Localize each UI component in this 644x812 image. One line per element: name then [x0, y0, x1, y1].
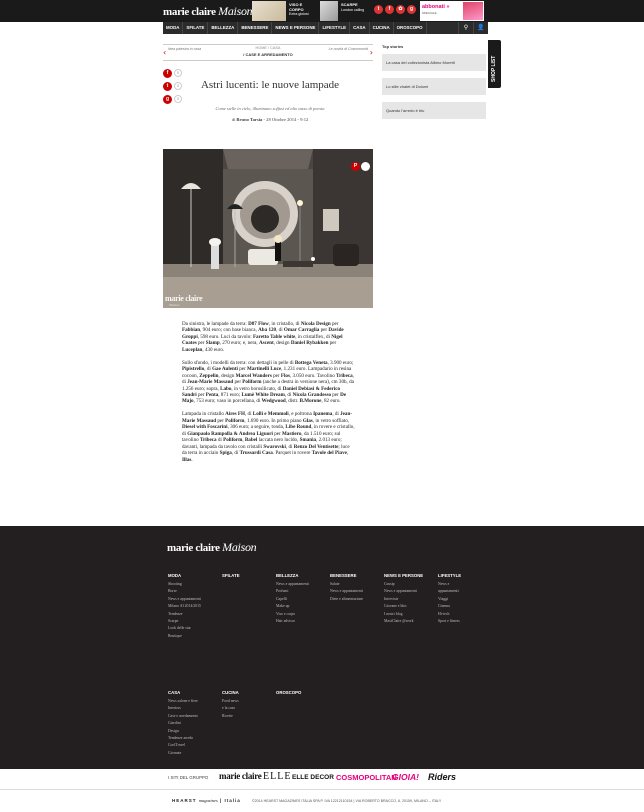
text-run: di	[216, 437, 224, 444]
bold-term: Martinelli Luce	[247, 366, 282, 373]
footer-link[interactable]: Hi-tech	[438, 611, 450, 616]
text-run: , 306 euro; a seguire, tonda,	[227, 424, 286, 431]
nav-news[interactable]: NEWS E PERSONE	[272, 22, 319, 34]
googleplus-share-icon[interactable]: g	[163, 95, 172, 104]
bold-term: Slamp	[205, 340, 220, 347]
text-run: , 82 euro.	[321, 398, 341, 405]
footer-heading[interactable]: MODA	[168, 573, 182, 578]
top-story-item[interactable]: Lo stile chalet di Dolomi	[382, 78, 486, 95]
search-icon[interactable]: ⚲	[458, 22, 473, 34]
footer-link[interactable]: Boutique	[168, 633, 182, 638]
footer-link[interactable]: Sport e fitness	[438, 619, 460, 624]
group-logo-elle[interactable]: ELLE	[263, 771, 292, 782]
footer-link[interactable]: Giornate	[168, 750, 182, 755]
bold-term: Tribeca	[336, 372, 353, 379]
bold-term: Tribeca	[199, 437, 217, 444]
text-run: , 1.231 euro. Lampadario in resina cocoon,	[182, 366, 352, 379]
bold-term: Libe Round	[285, 424, 312, 431]
nav-lifestyle[interactable]: LIFESTYLE	[319, 22, 350, 34]
nav-sfilate[interactable]: SFILATE	[183, 22, 208, 34]
footer-column	[222, 573, 240, 581]
top-story-item[interactable]: Quando l'arredo è blu	[382, 102, 486, 119]
text-run: per	[272, 430, 282, 437]
magazine-cover	[463, 2, 483, 20]
bold-term: Luceplan	[182, 346, 203, 353]
text-run: .	[191, 456, 193, 463]
hero-image	[163, 149, 373, 308]
newsletter-link[interactable]: NEWSLETTER	[420, 14, 445, 18]
bold-term: B.Morone	[299, 398, 322, 405]
text-run: , 904 euro; con base bianca,	[200, 327, 259, 334]
bold-term: Swarovski	[263, 443, 286, 450]
text-run: , in cristallo, di	[268, 321, 301, 327]
article-paragraph	[182, 360, 355, 405]
twitter-icon[interactable]: t	[374, 5, 383, 14]
article-paragraph	[182, 411, 355, 463]
prev-article-link[interactable]: Idea palestra in casa	[168, 47, 202, 51]
bold-term: De Majo	[182, 392, 347, 405]
footer-link[interactable]: Giardini	[168, 721, 181, 726]
text-run: , 270 euro; e, nera,	[219, 340, 259, 347]
byline: di Bruno Tarsia - 28 Ottobre 2014 - 9:12	[231, 117, 309, 122]
text-run: , in rovere e cristallo, di	[182, 424, 355, 437]
text-run: per	[196, 392, 206, 399]
footer-heading[interactable]: OROSCOPO	[276, 690, 302, 695]
text-run: per	[216, 417, 226, 424]
bold-term: Faretto Table white	[252, 333, 296, 340]
footer-link[interactable]: Interviste	[384, 596, 399, 601]
text-run: , in cristalflex, di	[295, 333, 332, 340]
share-count: 0	[174, 69, 182, 77]
group-logo-cosmopolitan[interactable]: COSMOPOLITAN	[336, 773, 397, 782]
top-story-item[interactable]: La casa del collezionista Albino Moretti	[382, 54, 486, 71]
bold-term: Tavole del Piave	[311, 450, 347, 457]
nav-cucina[interactable]: CUCINA	[370, 22, 394, 34]
footer-column	[438, 573, 461, 625]
pinterest-icon[interactable]: P	[351, 162, 360, 171]
footer-link[interactable]: Make up	[276, 604, 290, 609]
footer-link[interactable]: Diete e alimentazione	[330, 596, 364, 601]
footer-link[interactable]: News e	[438, 582, 450, 586]
footer-link[interactable]: Tendenze arredo	[168, 736, 194, 741]
hearst-logo[interactable]: HEARST magazines | Italia	[172, 798, 241, 803]
text-run: , di	[285, 443, 294, 450]
footer-link[interactable]: Hair advisor	[276, 619, 295, 624]
text-run: , 598 euro. Luci da tavolo:	[197, 333, 253, 340]
footer-link[interactable]: Ricette	[222, 713, 233, 718]
breadcrumb[interactable]: HOME / CASA	[255, 46, 281, 50]
nav-casa[interactable]: CASA	[350, 22, 369, 34]
footer-link[interactable]: e la casa	[222, 706, 235, 711]
text-run: , di	[204, 366, 213, 373]
promo-text[interactable]: SCARPE London calling	[341, 2, 365, 12]
text-run: . Parquet in rovere	[272, 450, 312, 457]
article-title: Astri lucenti: le nuove lampade	[200, 79, 340, 91]
footer-column	[276, 690, 301, 698]
bold-term: Aba 120	[258, 327, 277, 334]
next-article-link[interactable]: Le novità di Cosmoworld	[328, 47, 368, 51]
footer-link[interactable]: News e appuntamenti	[276, 582, 309, 586]
nav-oroscopo[interactable]: OROSCOPO	[394, 22, 427, 34]
bold-term: Davide Groppi	[182, 327, 344, 340]
footer-link[interactable]: Milano AI 2014/2015	[168, 604, 201, 609]
bold-term: Babel	[244, 437, 258, 444]
footer-link[interactable]: News salone e fiere	[168, 699, 198, 703]
bold-term: Marcel Wanders	[235, 372, 272, 379]
text-run: , distr.	[285, 398, 300, 405]
footer-link[interactable]: CoolTravel	[168, 743, 186, 748]
bold-term: Penta	[205, 392, 219, 399]
text-run: per	[331, 392, 341, 399]
text-run: , in vetro soffiato,	[312, 417, 350, 424]
bold-term: Jean-Marie Massaud	[187, 379, 234, 386]
bold-term: Trussardi Casa	[239, 450, 273, 457]
text-run: , 3.900 euro;	[327, 359, 354, 366]
text-run: Lampada in cristallo	[182, 411, 226, 418]
text-run: , di	[276, 327, 284, 334]
top-stories-title: Top stories	[382, 44, 404, 49]
text-run: (anche a destra in versione nera), cm 30h, da 1.256 euro; sopra,	[182, 379, 354, 392]
footer-link[interactable]: I nostri blog	[384, 611, 403, 616]
text-run: , 871 euro;	[218, 392, 242, 399]
footer-link[interactable]: Case e arredamento	[168, 713, 198, 718]
text-run: ; luce da terra in acciaio	[182, 443, 350, 457]
bold-term: Bottega Veneta	[294, 359, 328, 366]
watermark-sub: Maison	[169, 303, 180, 307]
footer-link[interactable]: Design	[168, 728, 179, 733]
twitter-share-icon[interactable]: t	[163, 82, 172, 91]
footer-heading[interactable]: NEWS E PERSONE	[384, 573, 424, 578]
bold-term: Zeppelin	[199, 372, 219, 379]
main-nav	[163, 22, 488, 34]
bold-term: Poliform	[225, 417, 245, 424]
footer-link[interactable]: Capelli	[276, 596, 287, 601]
bold-term: Wedgwood	[261, 398, 286, 405]
group-sites-label: I SITI DEL GRUPPO	[168, 775, 209, 780]
footer-link[interactable]: Profumi	[276, 589, 289, 594]
pinterest-icon[interactable]: ✿	[396, 5, 405, 14]
footer-link[interactable]: Gossip	[384, 582, 395, 586]
site-logo[interactable]: marie claire Maison	[163, 4, 253, 18]
footer-heading[interactable]: LIFESTYLE	[438, 573, 462, 578]
share-count: 0	[174, 82, 182, 90]
bold-term: Mastiero	[281, 430, 302, 437]
bold-term: Nicola Design	[300, 321, 331, 327]
bold-term: Fabbian	[182, 327, 201, 334]
footer-link[interactable]: Borse	[168, 589, 177, 594]
group-logo-elledecor[interactable]: ELLE DECOR	[292, 774, 334, 781]
text-run: , e poltrona	[288, 411, 314, 418]
article-subtitle: Come stelle in cielo, illuminano soffusi ed alto tasso di poesia	[215, 106, 325, 111]
subscribe-title: abbonati »	[422, 4, 450, 10]
bold-term: Gianpaolo Rampolla & Andrea Liguori	[187, 430, 273, 437]
googleplus-icon[interactable]: g	[407, 5, 416, 14]
article-paragraph	[182, 321, 355, 353]
footer-link[interactable]: MaxiClaire @work	[384, 619, 414, 624]
group-logo-riders[interactable]: Riders	[428, 772, 457, 782]
bold-term: Daniel Rybakken	[290, 340, 329, 347]
bold-term: Nicola Grandesso	[292, 392, 331, 399]
footer-link[interactable]: appuntamenti	[438, 589, 459, 594]
prev-arrow-icon[interactable]: ‹	[163, 48, 167, 57]
text-run: , di	[332, 411, 341, 418]
text-run: per	[196, 340, 206, 347]
footer-link[interactable]: Viaggi	[438, 596, 449, 601]
bold-term: Flos	[280, 372, 290, 379]
footer-heading[interactable]: CASA	[168, 690, 181, 695]
bold-term: Illas	[182, 456, 192, 463]
footer-link[interactable]: Shooting	[168, 582, 182, 586]
footer-column	[276, 573, 309, 625]
bold-term: Glas	[302, 417, 313, 424]
text-run: per	[237, 366, 248, 373]
footer-link[interactable]: Interiors	[168, 706, 181, 711]
copyright: ©2014 HEARST MAGAZINES ITALIA SPA P. IVA 12212110154 | VIA ROBERTO BRACCO, 6, 20159, MILANO – ITALY	[252, 799, 442, 803]
footer-link[interactable]: Look delle star	[168, 626, 191, 631]
share-count: 0	[174, 95, 182, 103]
text-run: ,	[346, 450, 349, 457]
bold-term: Aires FH	[225, 411, 245, 418]
bold-term: Gae Aulenti	[212, 366, 238, 373]
bold-term: Ascent	[258, 340, 274, 347]
article-body	[182, 321, 355, 470]
bold-term: Spiga	[219, 450, 232, 457]
text-run: , di	[245, 411, 253, 418]
promo-thumbnail[interactable]	[252, 1, 286, 21]
zoom-icon[interactable]	[361, 162, 370, 171]
bold-term: Poliform	[242, 379, 262, 386]
bold-term: Pipistrello	[182, 366, 205, 373]
next-arrow-icon[interactable]: ›	[369, 48, 373, 57]
footer-link[interactable]: Tendenze	[168, 611, 183, 616]
footer-link[interactable]: Scarpe	[168, 619, 179, 624]
footer-column	[384, 573, 423, 625]
footer-link[interactable]: News e appuntamenti	[384, 589, 417, 594]
text-run: , 1.690 euro. In primo piano	[244, 417, 303, 424]
footer-link[interactable]: Viso e corpo	[276, 611, 296, 616]
text-run: Sullo sfondo, i modelli da terra: con dettagli in pelle di	[182, 359, 295, 366]
text-run: ,	[242, 437, 245, 444]
subscribe-banner[interactable]	[420, 1, 484, 21]
bold-term: Lolli e Memmoli	[252, 411, 289, 418]
nav-icons	[458, 22, 488, 34]
bold-term: Lumè White Dream	[241, 392, 285, 399]
group-logo-marieclaire[interactable]: marie claire	[219, 771, 262, 781]
footer-heading[interactable]: BENESSERE	[330, 573, 357, 578]
bold-term: Poliform	[223, 437, 243, 444]
footer-link[interactable]: Food news	[222, 699, 239, 703]
text-run: , di	[182, 372, 354, 386]
text-run: Da sinistra, le lampade da terra:	[182, 321, 249, 327]
bold-term: Smania	[299, 437, 317, 444]
footer-link[interactable]: Cinema	[438, 604, 450, 609]
nav-moda[interactable]: MODA	[163, 22, 183, 34]
footer-column	[222, 690, 239, 720]
text-run: , 430 euro.	[202, 346, 225, 353]
bold-term: Labo	[220, 385, 232, 392]
text-run: , di	[284, 392, 293, 399]
bold-term: Jean-Marie Massaud	[182, 411, 353, 424]
text-run: , di	[231, 450, 240, 457]
subscribe-subtitle: SPECIALE	[422, 11, 437, 15]
footer-link[interactable]: Salute	[330, 582, 340, 586]
text-run: , design	[218, 372, 236, 379]
watermark-logo: marie claire	[165, 294, 203, 303]
living-room-photo	[163, 149, 373, 308]
text-run: per	[319, 327, 329, 334]
footer-column	[168, 690, 198, 757]
text-run: , in vetro borosilicato, di	[231, 385, 283, 392]
footer-link[interactable]: Giovane e bloc	[384, 604, 407, 609]
footer	[0, 526, 644, 769]
group-logo-gioia[interactable]: GIOIA!	[392, 772, 419, 782]
article-navigation	[163, 44, 373, 61]
bold-term: Daniel Debiasi & Federico Sandri	[182, 385, 341, 399]
facebook-share-icon[interactable]: f	[163, 69, 172, 78]
bold-term: Renzo Del Ventisette	[293, 443, 339, 450]
promo-thumbnail[interactable]	[320, 1, 338, 21]
text-run: per	[328, 340, 337, 347]
text-run: per	[271, 372, 281, 379]
footer-column	[168, 573, 201, 640]
bold-term: Nigel Coates	[182, 333, 343, 347]
user-icon[interactable]: 👤	[473, 22, 488, 34]
facebook-icon[interactable]: f	[385, 5, 394, 14]
text-run: , design	[273, 340, 291, 347]
bold-term: Omar Carraglia	[283, 327, 320, 334]
text-run: per	[330, 321, 339, 327]
nav-bellezza[interactable]: BELLEZZA	[208, 22, 238, 34]
text-run: , 3.050 euro. Tavolino	[289, 372, 337, 379]
bold-term: Diesel with Foscarini	[182, 424, 228, 431]
footer-heading[interactable]: CUCINA	[222, 690, 239, 695]
text-run: , 2.013 euro; davanti, lampada da tavolo con cristalli	[182, 437, 342, 450]
nav-benessere[interactable]: BENESSERE	[238, 22, 272, 34]
text-run: , 753 euro; vaso in porcellana, di	[193, 398, 262, 405]
footer-heading[interactable]: SFILATE	[222, 573, 240, 578]
text-run: per	[233, 379, 243, 386]
author-link[interactable]: Bruno Tarsia	[236, 117, 263, 122]
footer-link[interactable]: News e appuntamenti	[168, 596, 201, 601]
promo-text[interactable]: VISO E CORPO Extra gioiosi	[289, 2, 309, 16]
text-run: laccata nero lucido,	[257, 437, 300, 444]
footer-logo[interactable]: marie claire Maison	[167, 540, 257, 554]
section-label[interactable]: / CASE E ARREDAMENTO	[243, 52, 293, 57]
footer-link[interactable]: News e appuntamenti	[330, 589, 363, 594]
bold-term: D87 Flow	[248, 321, 269, 327]
shop-list-tab[interactable]: SHOP LIST	[488, 40, 501, 88]
text-run: , da 1.510 euro; sul tavolino	[182, 430, 341, 444]
footer-column	[330, 573, 363, 603]
bold-term: Ipanema	[313, 411, 333, 418]
footer-heading[interactable]: BELLEZZA	[276, 573, 299, 578]
